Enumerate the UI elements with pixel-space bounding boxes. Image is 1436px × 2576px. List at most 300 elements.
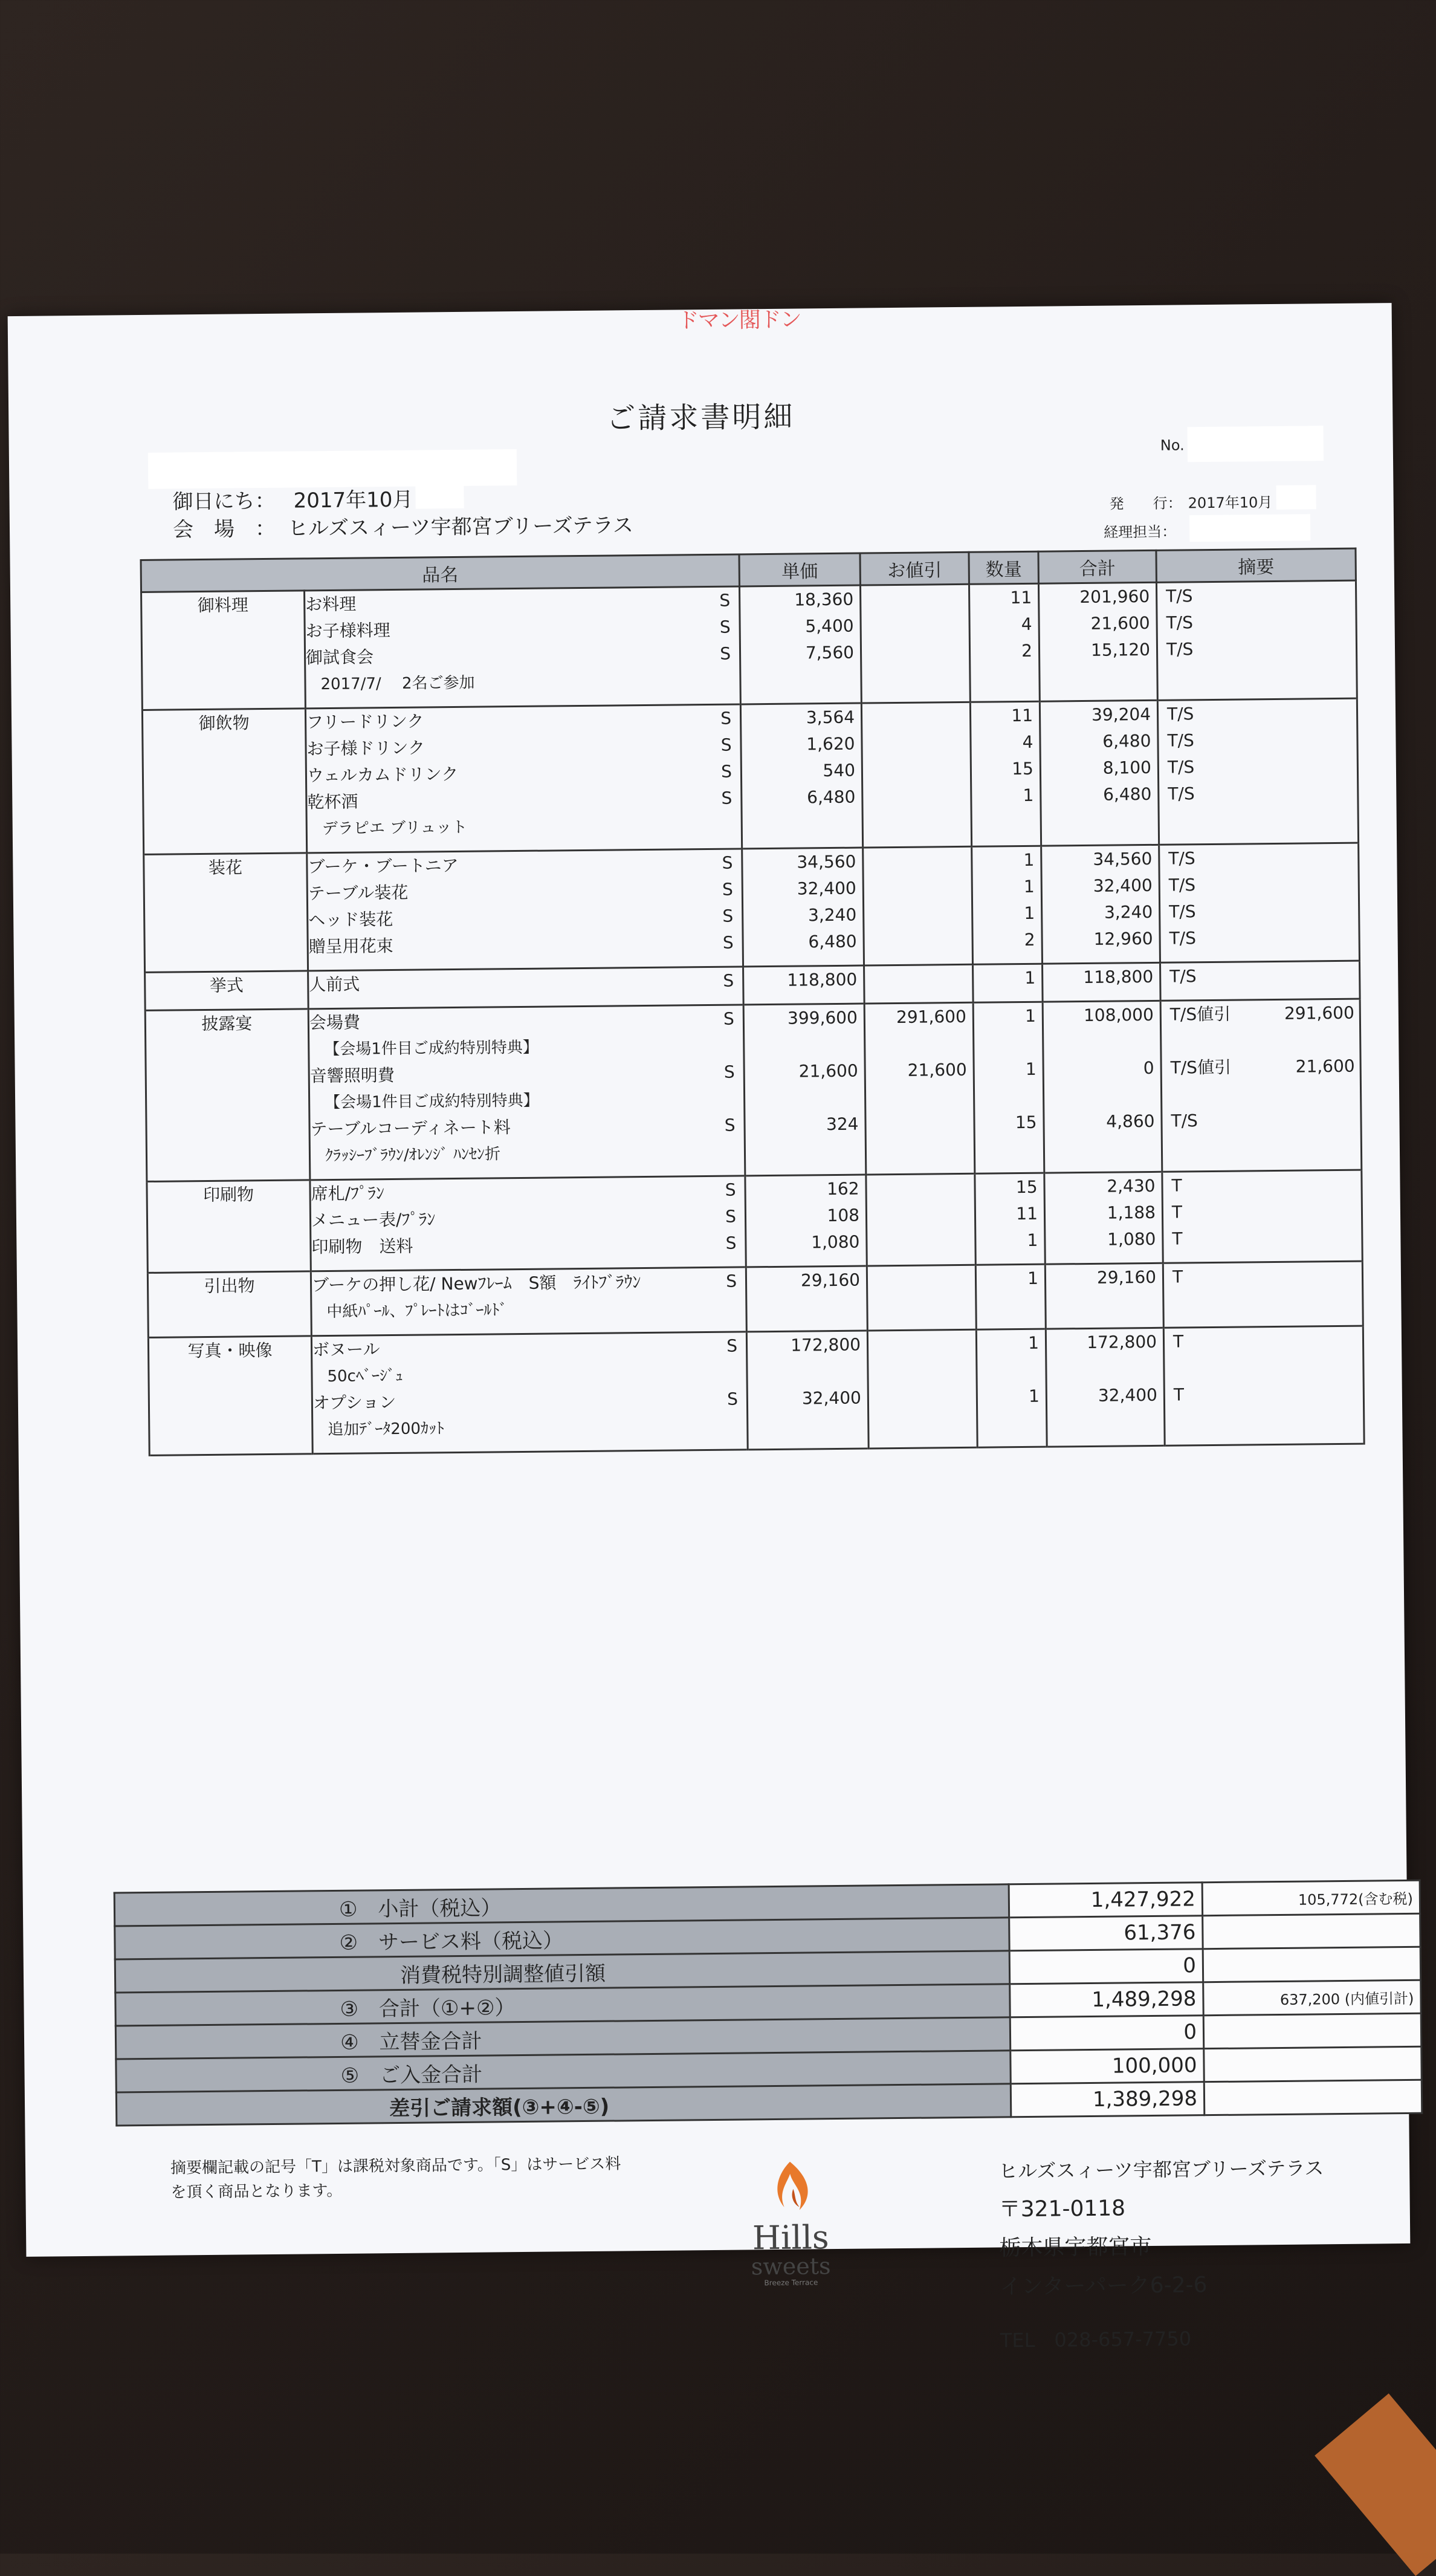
quantity-cell: [972, 846, 1043, 964]
discount-value: [867, 1228, 974, 1256]
unit-price: 6,480: [807, 787, 856, 808]
unit-price: 3,564: [806, 707, 855, 728]
total-value: 29,160: [1096, 1267, 1157, 1288]
total-value: 172,800: [1087, 1331, 1157, 1353]
total-value: 118,800: [1083, 966, 1154, 988]
item-line: [308, 876, 742, 907]
unit-price: 6,480: [808, 931, 857, 952]
quantity-value: 11: [1011, 705, 1033, 726]
empty-line: [869, 1410, 976, 1438]
totals-label: ① 小計（税込）: [114, 1884, 1009, 1926]
empty-line: [977, 1357, 1045, 1384]
service-mark: S: [726, 1335, 738, 1356]
totals-label: 差引ご請求額(③+④-⑤): [116, 2084, 1011, 2126]
memo-code: T/S: [1166, 639, 1194, 660]
empty-line: [865, 1030, 972, 1058]
category-label: 御料理: [197, 595, 248, 616]
total-value: 34,560: [1093, 848, 1153, 869]
service-mark: S: [725, 1233, 737, 1253]
item-line: [307, 758, 740, 789]
memo-cell: [1160, 999, 1362, 1172]
memo-line: [1162, 1106, 1360, 1135]
memo-code: T: [1172, 1228, 1183, 1249]
column-header-discount: お値引: [860, 552, 969, 585]
redaction-box: [1187, 426, 1324, 462]
memo-code: T/S: [1167, 757, 1195, 777]
unit-price-cell: [746, 1266, 867, 1332]
item-name: 贈呈用花束: [308, 935, 393, 957]
date-value: 2017年10月: [293, 487, 413, 513]
item-name: フリードリンク: [306, 711, 424, 733]
empty-line: [972, 809, 1040, 836]
item-line: [310, 1059, 743, 1089]
quantity-cell: [973, 1002, 1044, 1173]
total-cell: [1038, 582, 1157, 701]
item-line: [312, 1332, 746, 1363]
memo-line: [1157, 608, 1355, 637]
quantity-value: 11: [1016, 1203, 1038, 1224]
totals-label: ③ 合計（①+②）: [115, 1984, 1010, 2026]
unit-price: 34,560: [797, 851, 856, 872]
unit-price: 5,400: [805, 615, 854, 637]
unit-price-cell: [743, 965, 865, 1005]
item-line: [308, 929, 742, 960]
item-name: ウェルカムドリンク: [306, 764, 459, 786]
logo-text: sweets: [751, 2253, 831, 2280]
service-mark: S: [723, 970, 734, 991]
unit-price: 3,240: [807, 904, 857, 926]
memo-line: [1161, 962, 1359, 990]
item-name: ブーケの押し花/ Newﾌﾚｰﾑ S額 ﾗｲﾄﾌﾞﾗｳﾝ: [311, 1272, 641, 1296]
totals-memo: [1203, 1947, 1421, 1982]
memo-line: [1160, 871, 1358, 899]
totals-label: ② サービス料（税込）: [115, 1918, 1009, 1959]
quantity-cell: [975, 1173, 1045, 1265]
discount-cell: [861, 702, 971, 848]
manager-label: 経理担当：: [1104, 523, 1177, 541]
item-group: [142, 698, 1358, 854]
memo-amount: 291,600: [1284, 1002, 1354, 1024]
category-cell: [145, 971, 309, 1011]
discount-value: [867, 1201, 974, 1229]
empty-line: [743, 811, 862, 839]
totals-label: ④ 立替金合計: [115, 2017, 1010, 2059]
service-mark: S: [725, 1206, 737, 1227]
quantity-value: 1: [1023, 849, 1035, 870]
quantity-cell: [970, 701, 1041, 846]
total-value: 0: [1143, 1057, 1154, 1079]
empty-line: [1162, 1027, 1359, 1055]
total-cell: [1043, 1001, 1162, 1173]
item-cell: [305, 586, 741, 709]
item-cell: [308, 1005, 745, 1180]
item-group: [144, 843, 1360, 972]
totals-memo: 637,200 (内値引計): [1203, 1980, 1421, 2015]
item-name: ヘッド装花: [308, 909, 393, 930]
item-name: ブーケ・ブートニア: [308, 855, 459, 877]
memo-line: [1158, 635, 1356, 663]
service-mark: S: [726, 1271, 737, 1291]
memo-code: T/S: [1168, 875, 1196, 895]
service-mark: S: [722, 879, 733, 900]
page-title: ご請求書明細: [606, 400, 795, 436]
empty-line: [867, 1137, 974, 1164]
category-label: 披露宴: [201, 1013, 253, 1034]
total-value: 201,960: [1079, 586, 1150, 608]
item-line: [306, 705, 740, 736]
discount-value: [861, 612, 968, 640]
quantity-value: 1: [1023, 876, 1035, 897]
totals-value: 0: [1010, 2016, 1204, 2051]
address-line: 栃木県宇都宮市: [999, 2234, 1152, 2261]
empty-line: [1160, 806, 1357, 834]
memo-line: [1160, 924, 1358, 952]
discount-value: [867, 1175, 974, 1202]
quantity-value: 2: [1024, 929, 1035, 950]
memo-line: [1159, 726, 1356, 754]
quantity-value: 4: [1021, 614, 1032, 634]
memo-line: [1160, 897, 1358, 926]
empty-line: [747, 1294, 866, 1322]
discount-cell: [864, 964, 974, 1004]
quantity-cell: [975, 1264, 1046, 1329]
empty-line: [1044, 1082, 1160, 1109]
discount-value: 291,600: [896, 1006, 966, 1028]
totals-memo: [1204, 2080, 1422, 2115]
quantity-value: 11: [1010, 587, 1032, 608]
memo-cell: [1157, 698, 1358, 845]
item-line: [309, 967, 742, 998]
discount-value: [863, 756, 970, 784]
unit-price: 1,080: [811, 1231, 860, 1253]
item-cell: [311, 1332, 748, 1454]
service-mark: S: [723, 1062, 735, 1082]
discount-cell: [860, 584, 970, 703]
company-info: [998, 2149, 1326, 2360]
service-mark: S: [725, 1179, 736, 1200]
memo-code: T: [1172, 1267, 1183, 1287]
category-cell: [145, 1009, 310, 1182]
item-group: [145, 999, 1362, 1181]
flame-icon: [757, 2158, 824, 2219]
unit-price: 1,620: [806, 733, 855, 754]
memo-cell: [1156, 580, 1357, 700]
memo-code: T/S: [1168, 848, 1195, 869]
item-name: 会場費: [309, 1012, 361, 1033]
quantity-value: 1: [1024, 1005, 1036, 1026]
item-name: お料理: [305, 594, 357, 615]
quantity-value: 1: [1028, 1332, 1040, 1353]
empty-line: [862, 665, 969, 693]
category-label: 写真・映像: [187, 1340, 273, 1361]
category-label: 引出物: [204, 1276, 255, 1297]
memo-line: [1163, 1171, 1360, 1199]
total-value: 39,204: [1091, 704, 1151, 725]
discount-value: [864, 848, 971, 875]
empty-line: [1047, 1409, 1163, 1436]
discount-value: [861, 585, 968, 613]
total-value: 3,240: [1104, 901, 1153, 923]
item-line: [313, 1386, 746, 1416]
discount-value: 21,600: [907, 1059, 967, 1080]
quantity-value: 15: [1015, 1112, 1037, 1133]
discount-cell: [863, 846, 973, 965]
totals-value: 61,376: [1009, 1916, 1203, 1951]
totals-value: 1,489,298: [1010, 1982, 1204, 2017]
quantity-cell: [969, 583, 1040, 702]
unit-price: 18,360: [794, 589, 854, 610]
category-label: 挙式: [209, 975, 244, 996]
category-cell: [141, 591, 306, 710]
memo-code: T/S値引: [1170, 1057, 1232, 1078]
item-line: [311, 1203, 745, 1234]
company-name: ヒルズスィーツ宇都宮ブリーズテラス: [998, 2156, 1324, 2183]
item-line: [311, 1230, 745, 1260]
memo-line: [1160, 844, 1357, 872]
service-mark: S: [721, 788, 733, 808]
item-name: テーブルコーディネート料: [310, 1117, 511, 1140]
item-name: 席札/ﾌﾟﾗﾝ: [311, 1183, 385, 1204]
total-cell: [1041, 845, 1160, 964]
table-row: [145, 999, 1362, 1181]
address-line: インターパーク6-2-6: [999, 2273, 1208, 2300]
empty-line: [1165, 1407, 1363, 1435]
table-row: [147, 1261, 1363, 1337]
category-label: 装花: [208, 857, 243, 878]
discount-value: [864, 927, 971, 955]
item-note: 2017/7/ 2名ご参加: [320, 673, 475, 694]
totals-table: [114, 1880, 1423, 2127]
memo-line: [1163, 1224, 1361, 1253]
table-row: [144, 843, 1360, 972]
unit-price: 108: [827, 1205, 860, 1226]
item-line: [306, 640, 739, 671]
unit-price: 29,160: [800, 1270, 861, 1291]
venue-value: ヒルズスィーツ宇都宮ブリーズテラス: [287, 513, 634, 541]
memo-cell: [1162, 1170, 1362, 1263]
unit-price-cell: [745, 1175, 867, 1267]
red-stamp: [648, 301, 830, 339]
memo-line: [1165, 1327, 1362, 1355]
no-label: No.: [1160, 436, 1185, 454]
discount-value: [863, 783, 970, 811]
memo-code: T/S値引: [1169, 1004, 1231, 1025]
discount-value: [865, 965, 972, 993]
item-cell: [308, 967, 744, 1009]
memo-code: T: [1171, 1202, 1183, 1222]
total-cell: [1045, 1263, 1163, 1329]
item-name: 人前式: [309, 974, 360, 995]
item-name: オプション: [312, 1392, 396, 1413]
memo-code: T: [1171, 1175, 1182, 1196]
venue-label: 会 場 ：: [172, 516, 276, 542]
memo-line: [1159, 699, 1356, 728]
total-value: 15,120: [1090, 639, 1151, 660]
unit-price: 32,400: [797, 878, 856, 899]
empty-line: [975, 1083, 1043, 1110]
memo-line: [1159, 779, 1357, 808]
column-header-unit-price: 単価: [739, 553, 860, 586]
unit-price: 21,600: [798, 1060, 858, 1082]
service-mark: S: [722, 906, 734, 926]
quantity-value: 1: [1028, 1386, 1040, 1406]
total-value: 108,000: [1083, 1004, 1154, 1026]
category-cell: [147, 1180, 311, 1273]
service-mark: S: [726, 1389, 739, 1409]
total-value: 32,400: [1098, 1384, 1158, 1406]
memo-code: T: [1173, 1384, 1185, 1405]
item-cell: [305, 704, 742, 853]
stamp-text: ドマン閣ドン: [677, 307, 801, 334]
total-cell: [1044, 1172, 1163, 1264]
memo-code: T/S: [1166, 612, 1194, 633]
table-row: [142, 698, 1358, 854]
service-mark: S: [723, 1008, 735, 1029]
category-cell: [144, 853, 308, 973]
total-value: 1,188: [1107, 1202, 1156, 1223]
unit-price-cell: [739, 585, 861, 704]
footnote-line: を頂く商品となります。: [170, 2181, 343, 2202]
item-cell: [307, 849, 743, 971]
empty-line: [748, 1358, 867, 1386]
phone-number: TEL 028-657-7750: [1000, 2327, 1192, 2352]
item-line: [308, 903, 742, 933]
item-cell: [310, 1176, 746, 1271]
empty-line: [977, 1292, 1044, 1319]
item-note: 追加ﾃﾞｰﾀ200ｶｯﾄ: [328, 1419, 445, 1439]
service-mark: S: [722, 852, 733, 873]
discount-value: [868, 1266, 975, 1294]
issue-value: 2017年10月: [1188, 493, 1273, 512]
totals-label: 消費税特別調整値引額: [115, 1951, 1009, 1993]
memo-code: T/S: [1169, 966, 1197, 987]
category-cell: [147, 1271, 311, 1338]
item-line: [307, 785, 740, 816]
column-header-memo: 摘要: [1156, 548, 1356, 582]
empty-line: [1042, 808, 1158, 835]
memo-cell: [1163, 1261, 1363, 1328]
empty-line: [1163, 1133, 1360, 1161]
discount-value: [868, 1331, 975, 1358]
item-line: [306, 732, 740, 762]
memo-code: T/S: [1169, 928, 1197, 949]
item-group: [148, 1326, 1364, 1455]
totals-memo: 105,772(含む税): [1202, 1880, 1420, 1915]
item-name: テーブル装花: [308, 882, 409, 904]
table-row: [147, 1170, 1362, 1273]
total-value: 21,600: [1090, 612, 1150, 634]
total-value: 2,430: [1107, 1175, 1156, 1196]
discount-value: [866, 1110, 973, 1138]
unit-price-cell: [746, 1331, 868, 1450]
discount-cell: [867, 1329, 977, 1449]
totals-value: 0: [1009, 1949, 1203, 1984]
memo-line: [1164, 1262, 1362, 1291]
memo-line: [1157, 582, 1355, 610]
totals-memo: [1203, 1913, 1421, 1948]
table-row: [141, 580, 1357, 710]
redaction-box: [1276, 485, 1316, 510]
memo-code: T/S: [1168, 784, 1195, 804]
item-note: 【会場1件目ご成約特別特典】: [325, 1091, 539, 1112]
total-value: 1,080: [1107, 1228, 1156, 1250]
item-name: 音響照明費: [309, 1065, 395, 1086]
total-value: 4,860: [1106, 1111, 1155, 1132]
service-mark: S: [719, 590, 731, 611]
total-cell: [1043, 962, 1161, 1002]
memo-line: [1159, 753, 1357, 781]
memo-line: [1163, 1198, 1361, 1226]
redaction-box: [415, 484, 464, 509]
item-note: デラピエ ブリュット: [322, 818, 468, 839]
memo-cell: [1159, 843, 1360, 962]
unit-price-cell: [743, 1004, 866, 1176]
memo-code: T/S: [1166, 704, 1194, 724]
unit-price: 32,400: [801, 1387, 862, 1409]
memo-line: [1162, 1053, 1359, 1082]
discount-value: [869, 1384, 976, 1412]
totals-value: 1,389,298: [1011, 2082, 1205, 2117]
empty-line: [868, 1357, 975, 1385]
service-mark: S: [719, 617, 731, 637]
unit-price: 324: [826, 1114, 859, 1135]
discount-cell: [867, 1265, 976, 1331]
quantity-value: 2: [1021, 640, 1033, 661]
discount-cell: [866, 1173, 975, 1266]
empty-line: [978, 1410, 1046, 1437]
quantity-cell: [973, 964, 1043, 1002]
item-name: お子様ドリンク: [306, 738, 425, 759]
hills-sweets-logo: [745, 2158, 836, 2310]
memo-code: T/S: [1167, 730, 1194, 751]
table-surface: [1315, 2393, 1436, 2576]
memo-code: T/S: [1166, 586, 1193, 606]
total-value: 8,100: [1102, 757, 1152, 778]
memo-code: T/S: [1169, 901, 1196, 922]
empty-line: [748, 1411, 867, 1439]
redaction-box: [1189, 514, 1310, 542]
item-note: 50cﾍﾞｰｼﾞｭ: [327, 1366, 404, 1386]
item-name: 乾杯酒: [307, 791, 358, 813]
memo-code: T: [1172, 1331, 1184, 1352]
logo-text: Breeze Terrace: [764, 2278, 818, 2288]
totals-label: ⑤ ご入金合計: [116, 2051, 1011, 2092]
total-cell: [1040, 700, 1159, 846]
unit-price: 118,800: [787, 969, 858, 990]
service-mark: S: [720, 643, 731, 664]
empty-line: [975, 1136, 1043, 1163]
quantity-value: 1: [1023, 785, 1034, 805]
memo-line: [1162, 1000, 1359, 1028]
total-value: 12,960: [1093, 928, 1153, 949]
item-line: [310, 1112, 743, 1143]
discount-value: [862, 703, 969, 731]
empty-line: [745, 1031, 864, 1059]
total-value: 6,480: [1102, 784, 1152, 805]
memo-line: [1165, 1380, 1363, 1409]
item-line: [308, 849, 741, 880]
empty-line: [1158, 661, 1356, 690]
discount-cell: [864, 1002, 975, 1175]
empty-line: [1045, 1135, 1161, 1163]
column-header-item: 品名: [141, 554, 739, 592]
item-line: [311, 1176, 744, 1207]
item-note: 中紙ﾊﾟｰﾙ、ﾌﾟﾚｰﾄはｺﾞｰﾙﾄﾞ: [326, 1301, 508, 1322]
category-cell: [142, 709, 306, 855]
empty-line: [1044, 1028, 1160, 1056]
quantity-value: 4: [1022, 732, 1033, 752]
item-name: お子様料理: [305, 620, 390, 641]
